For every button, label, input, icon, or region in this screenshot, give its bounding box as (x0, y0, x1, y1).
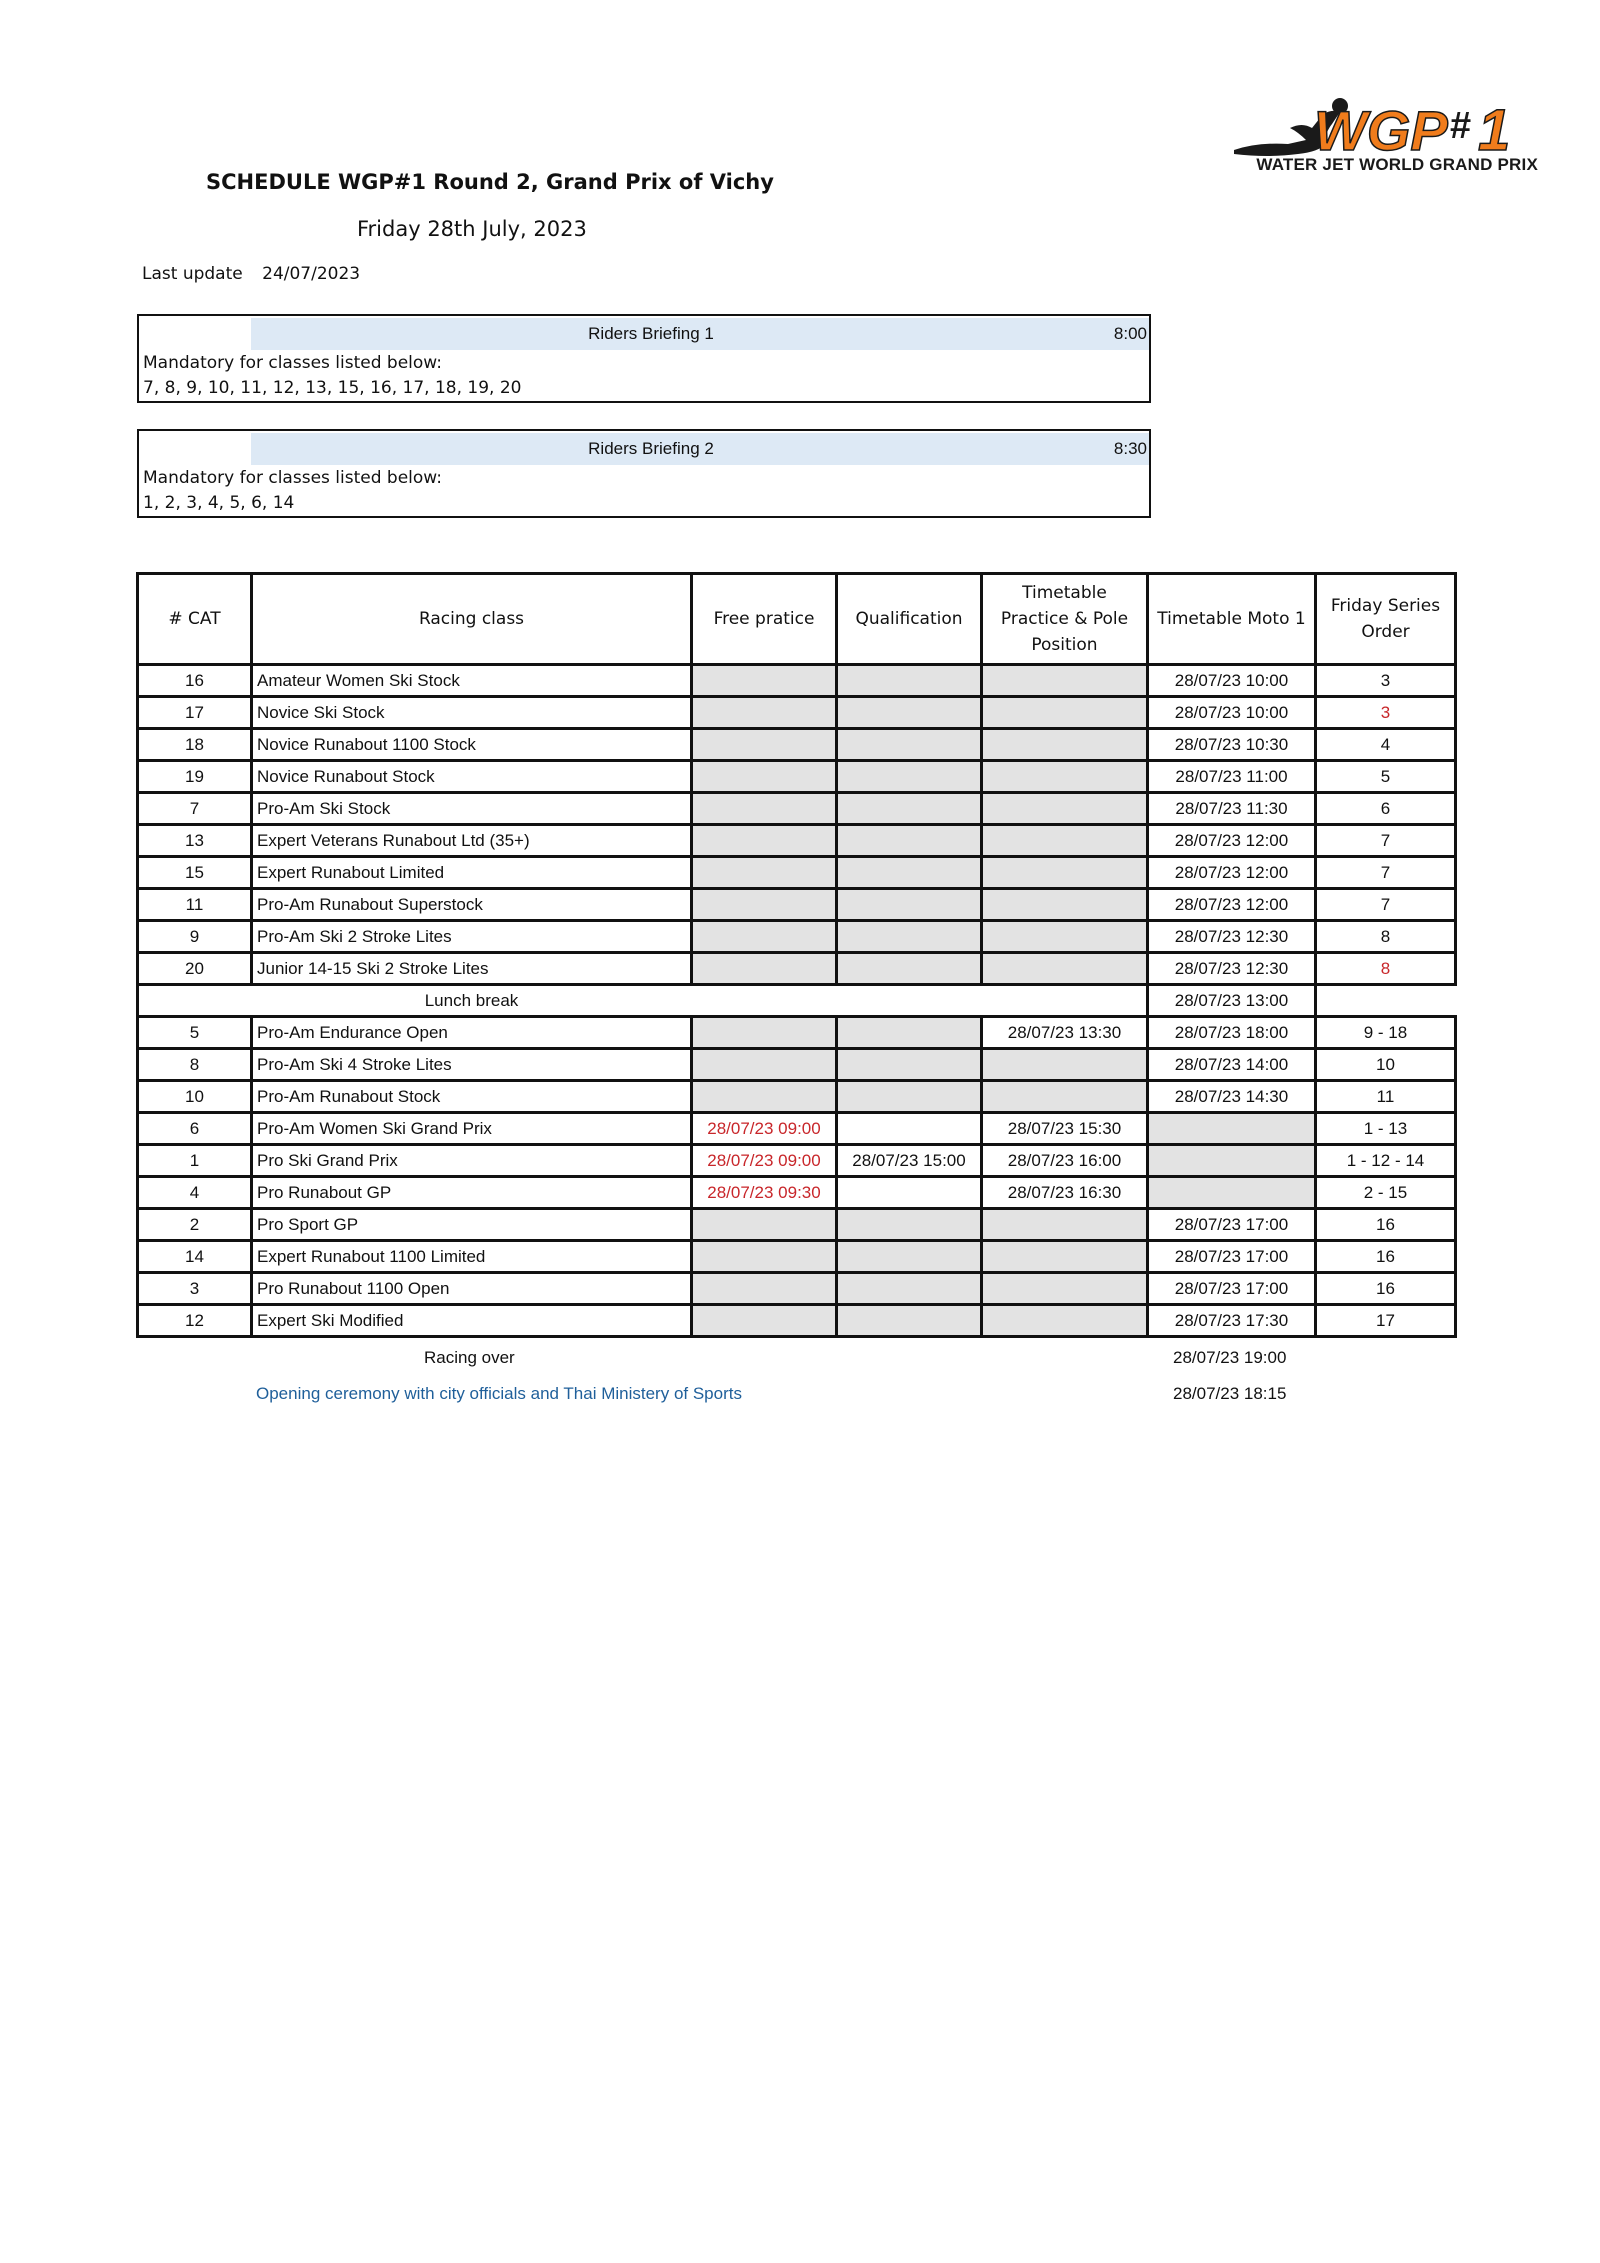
series-order-cell: 8 (1316, 953, 1456, 985)
class-cell: Pro Ski Grand Prix (252, 1145, 692, 1177)
free-practice-cell (692, 761, 837, 793)
qualification-cell (837, 1209, 982, 1241)
opening-ceremony-label: Opening ceremony with city officials and Thai Ministery of Sports (256, 1384, 742, 1403)
pole-cell (982, 921, 1148, 953)
page-title: SCHEDULE WGP#1 Round 2, Grand Prix of Vichy (206, 170, 774, 194)
free-practice-cell (692, 953, 837, 985)
moto1-cell: 28/07/23 12:00 (1148, 825, 1316, 857)
free-practice-cell (692, 1273, 837, 1305)
series-order-cell: 7 (1316, 889, 1456, 921)
moto1-cell: 28/07/23 12:00 (1148, 889, 1316, 921)
table-row (138, 1273, 1456, 1305)
schedule-table (136, 572, 1457, 1338)
qualification-cell (837, 729, 982, 761)
pole-cell (982, 665, 1148, 697)
class-cell: Pro Runabout 1100 Open (252, 1273, 692, 1305)
cat-cell: 20 (138, 953, 252, 985)
cat-cell: 14 (138, 1241, 252, 1273)
event-date: Friday 28th July, 2023 (357, 217, 587, 241)
col-header-pole: Timetable Practice & Pole Position (982, 574, 1148, 665)
col-header-cat: # CAT (138, 574, 252, 665)
free-practice-cell (692, 665, 837, 697)
moto1-cell: 28/07/23 17:30 (1148, 1305, 1316, 1337)
logo-caption: WATER JET WORLD GRAND PRIX (1256, 155, 1538, 174)
class-cell: Pro-Am Endurance Open (252, 1017, 692, 1049)
opening-ceremony-time: 28/07/23 18:15 (1173, 1384, 1287, 1403)
class-cell: Pro-Am Runabout Stock (252, 1081, 692, 1113)
qualification-cell (837, 921, 982, 953)
moto1-cell: 28/07/23 12:00 (1148, 857, 1316, 889)
last-update-value: 24/07/2023 (262, 264, 361, 284)
free-practice-cell (692, 1049, 837, 1081)
moto1-cell (1148, 1145, 1316, 1177)
class-cell: Junior 14-15 Ski 2 Stroke Lites (252, 953, 692, 985)
cat-cell: 2 (138, 1209, 252, 1241)
racing-over-time: 28/07/23 19:00 (1173, 1348, 1287, 1367)
cat-cell: 1 (138, 1145, 252, 1177)
free-practice-cell (692, 921, 837, 953)
pole-cell (982, 1209, 1148, 1241)
moto1-cell: 28/07/23 10:00 (1148, 665, 1316, 697)
moto1-cell: 28/07/23 10:00 (1148, 697, 1316, 729)
free-practice-cell: 28/07/23 09:00 (692, 1145, 837, 1177)
table-row (138, 1209, 1456, 1241)
table-row (138, 1177, 1456, 1209)
moto1-cell: 28/07/23 14:30 (1148, 1081, 1316, 1113)
series-order-cell: 16 (1316, 1273, 1456, 1305)
col-header-moto1: Timetable Moto 1 (1148, 574, 1316, 665)
free-practice-cell (692, 825, 837, 857)
series-order-cell: 16 (1316, 1241, 1456, 1273)
cat-cell: 18 (138, 729, 252, 761)
pole-cell: 28/07/23 16:30 (982, 1177, 1148, 1209)
class-cell: Pro-Am Runabout Superstock (252, 889, 692, 921)
series-order-cell: 17 (1316, 1305, 1456, 1337)
svg-text:1: 1 (1478, 98, 1511, 163)
class-cell: Pro-Am Ski Stock (252, 793, 692, 825)
series-order-cell: 7 (1316, 825, 1456, 857)
moto1-cell (1148, 1113, 1316, 1145)
pole-cell (982, 825, 1148, 857)
table-row (138, 793, 1456, 825)
pole-cell (982, 697, 1148, 729)
pole-cell (982, 953, 1148, 985)
series-order-cell: 8 (1316, 921, 1456, 953)
qualification-cell (837, 793, 982, 825)
cat-cell: 19 (138, 761, 252, 793)
series-order-cell: 9 - 18 (1316, 1017, 1456, 1049)
qualification-cell (837, 1273, 982, 1305)
series-order-cell: 10 (1316, 1049, 1456, 1081)
free-practice-cell (692, 697, 837, 729)
moto1-cell: 28/07/23 11:00 (1148, 761, 1316, 793)
class-cell: Novice Runabout Stock (252, 761, 692, 793)
pole-cell: 28/07/23 13:30 (982, 1017, 1148, 1049)
qualification-cell (837, 1049, 982, 1081)
briefing-classes: 7, 8, 9, 10, 11, 12, 13, 15, 16, 17, 18, 19, 20 (143, 378, 522, 398)
moto1-cell: 28/07/23 11:30 (1148, 793, 1316, 825)
qualification-cell (837, 825, 982, 857)
cat-cell: 10 (138, 1081, 252, 1113)
briefing-note: Mandatory for classes listed below: (143, 468, 442, 488)
svg-text:#: # (1450, 105, 1472, 147)
riders-briefing-2 (137, 429, 1151, 518)
free-practice-cell (692, 1209, 837, 1241)
pole-cell (982, 1305, 1148, 1337)
qualification-cell (837, 1113, 982, 1145)
cat-cell: 8 (138, 1049, 252, 1081)
cat-cell: 11 (138, 889, 252, 921)
riders-briefing-1 (137, 314, 1151, 403)
series-order-cell: 1 - 12 - 14 (1316, 1145, 1456, 1177)
class-cell: Expert Veterans Runabout Ltd (35+) (252, 825, 692, 857)
class-cell: Novice Ski Stock (252, 697, 692, 729)
last-update (142, 264, 360, 284)
free-practice-cell (692, 1017, 837, 1049)
series-order-cell: 6 (1316, 793, 1456, 825)
class-cell: Pro Runabout GP (252, 1177, 692, 1209)
cat-cell: 13 (138, 825, 252, 857)
series-order-cell: 16 (1316, 1209, 1456, 1241)
cat-cell: 7 (138, 793, 252, 825)
cat-cell: 16 (138, 665, 252, 697)
qualification-cell (837, 889, 982, 921)
svg-text:WGP: WGP (1314, 99, 1448, 162)
table-row (138, 1145, 1456, 1177)
lunch-break-row (138, 985, 1456, 1017)
free-practice-cell (692, 729, 837, 761)
series-order-cell: 7 (1316, 857, 1456, 889)
cat-cell: 15 (138, 857, 252, 889)
briefing-time: 8:00 (1113, 324, 1147, 343)
moto1-cell: 28/07/23 17:00 (1148, 1273, 1316, 1305)
table-row (138, 1049, 1456, 1081)
briefing-time: 8:30 (1113, 439, 1147, 458)
free-practice-cell (692, 857, 837, 889)
table-row (138, 921, 1456, 953)
briefing-title: Riders Briefing 1 (588, 324, 714, 343)
class-cell: Expert Runabout 1100 Limited (252, 1241, 692, 1273)
cat-cell: 4 (138, 1177, 252, 1209)
table-row (138, 857, 1456, 889)
cat-cell: 5 (138, 1017, 252, 1049)
free-practice-cell (692, 1305, 837, 1337)
qualification-cell (837, 1081, 982, 1113)
cat-cell: 9 (138, 921, 252, 953)
col-header-free-practice: Free pratice (692, 574, 837, 665)
table-row (138, 761, 1456, 793)
free-practice-cell (692, 1081, 837, 1113)
series-order-cell: 1 - 13 (1316, 1113, 1456, 1145)
qualification-cell (837, 1177, 982, 1209)
table-row (138, 1081, 1456, 1113)
pole-cell (982, 857, 1148, 889)
moto1-cell: 28/07/23 12:30 (1148, 921, 1316, 953)
qualification-cell (837, 857, 982, 889)
class-cell: Novice Runabout 1100 Stock (252, 729, 692, 761)
col-header-series-order: Friday Series Order (1316, 574, 1456, 665)
qualification-cell (837, 1241, 982, 1273)
pole-cell (982, 889, 1148, 921)
table-row (138, 729, 1456, 761)
pole-cell: 28/07/23 16:00 (982, 1145, 1148, 1177)
qualification-cell (837, 1017, 982, 1049)
series-order-cell: 5 (1316, 761, 1456, 793)
lunch-break-time: 28/07/23 13:00 (1148, 985, 1316, 1017)
table-row (138, 953, 1456, 985)
moto1-cell: 28/07/23 14:00 (1148, 1049, 1316, 1081)
pole-cell: 28/07/23 15:30 (982, 1113, 1148, 1145)
free-practice-cell (692, 1241, 837, 1273)
free-practice-cell: 28/07/23 09:00 (692, 1113, 837, 1145)
table-row (138, 665, 1456, 697)
qualification-cell (837, 761, 982, 793)
class-cell: Pro Sport GP (252, 1209, 692, 1241)
moto1-cell: 28/07/23 17:00 (1148, 1209, 1316, 1241)
moto1-cell: 28/07/23 17:00 (1148, 1241, 1316, 1273)
pole-cell (982, 793, 1148, 825)
moto1-cell: 28/07/23 18:00 (1148, 1017, 1316, 1049)
cat-cell: 17 (138, 697, 252, 729)
pole-cell (982, 761, 1148, 793)
col-header-qualification: Qualification (837, 574, 982, 665)
briefing-classes: 1, 2, 3, 4, 5, 6, 14 (143, 493, 295, 513)
series-order-cell: 11 (1316, 1081, 1456, 1113)
cat-cell: 12 (138, 1305, 252, 1337)
series-order-cell: 2 - 15 (1316, 1177, 1456, 1209)
class-cell: Expert Ski Modified (252, 1305, 692, 1337)
pole-cell (982, 1081, 1148, 1113)
class-cell: Expert Runabout Limited (252, 857, 692, 889)
qualification-cell (837, 953, 982, 985)
table-row (138, 1305, 1456, 1337)
qualification-cell (837, 697, 982, 729)
table-row (138, 889, 1456, 921)
pole-cell (982, 1273, 1148, 1305)
qualification-cell (837, 665, 982, 697)
col-header-class: Racing class (252, 574, 692, 665)
table-header-row (138, 574, 1456, 665)
table-row (138, 1241, 1456, 1273)
pole-cell (982, 1241, 1148, 1273)
cat-cell: 6 (138, 1113, 252, 1145)
series-order-cell: 3 (1316, 697, 1456, 729)
moto1-cell: 28/07/23 12:30 (1148, 953, 1316, 985)
series-order-cell: 3 (1316, 665, 1456, 697)
free-practice-cell (692, 889, 837, 921)
qualification-cell: 28/07/23 15:00 (837, 1145, 982, 1177)
qualification-cell (837, 1305, 982, 1337)
moto1-cell: 28/07/23 10:30 (1148, 729, 1316, 761)
last-update-label: Last update (142, 264, 243, 284)
table-row (138, 697, 1456, 729)
moto1-cell (1148, 1177, 1316, 1209)
table-row (138, 1113, 1456, 1145)
table-row (138, 825, 1456, 857)
briefing-title: Riders Briefing 2 (588, 439, 714, 458)
pole-cell (982, 729, 1148, 761)
class-cell: Pro-Am Women Ski Grand Prix (252, 1113, 692, 1145)
briefing-note: Mandatory for classes listed below: (143, 353, 442, 373)
racing-over-label: Racing over (424, 1348, 515, 1367)
class-cell: Amateur Women Ski Stock (252, 665, 692, 697)
class-cell: Pro-Am Ski 2 Stroke Lites (252, 921, 692, 953)
lunch-break-label: Lunch break (252, 985, 692, 1017)
pole-cell (982, 1049, 1148, 1081)
table-row (138, 1017, 1456, 1049)
free-practice-cell: 28/07/23 09:30 (692, 1177, 837, 1209)
class-cell: Pro-Am Ski 4 Stroke Lites (252, 1049, 692, 1081)
cat-cell: 3 (138, 1273, 252, 1305)
series-order-cell: 4 (1316, 729, 1456, 761)
free-practice-cell (692, 793, 837, 825)
